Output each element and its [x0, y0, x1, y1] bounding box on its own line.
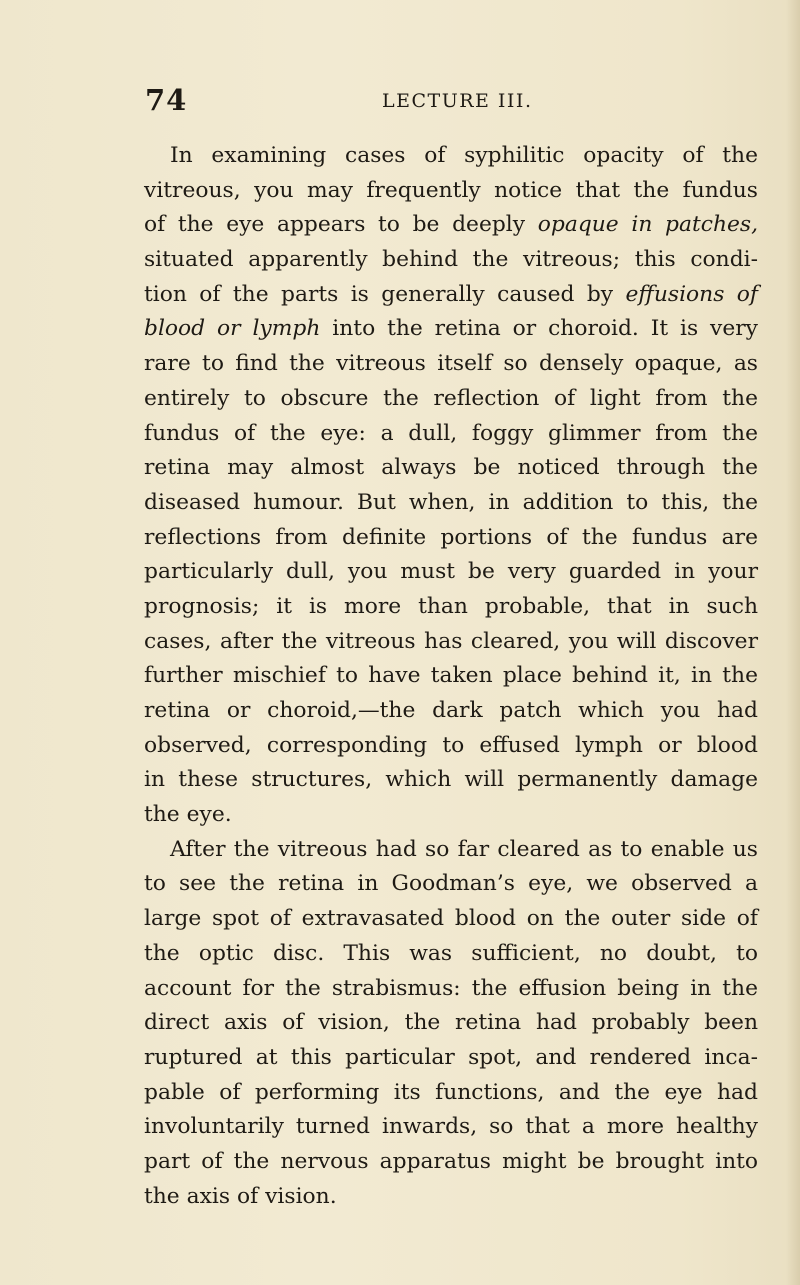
text-line	[144, 278, 758, 313]
text-line	[144, 694, 758, 729]
text-line	[144, 798, 758, 833]
line-text: further mischief to have taken place behind it, in the	[144, 663, 758, 689]
body-text	[144, 139, 758, 1214]
text-line	[144, 174, 758, 209]
text-line	[144, 139, 758, 174]
line-text: the eye.	[144, 802, 232, 828]
text-line	[144, 521, 758, 556]
line-text: pable of performing its functions, and the eye had	[144, 1079, 758, 1105]
line-text: large spot of extravasated blood on the outer side of	[144, 906, 758, 932]
line-text: the optic disc. This was sufficient, no doubt, to	[144, 940, 758, 966]
line-text: into the retina or choroid. It is very	[320, 316, 758, 342]
text-line	[144, 625, 758, 660]
page-number: 74	[145, 83, 188, 117]
text-line	[144, 1145, 758, 1180]
text-line	[144, 833, 758, 868]
line-text: After the vitreous had so far cleared as to enable us	[170, 836, 758, 862]
line-text: particularly dull, you must be very guarded in your	[144, 559, 758, 585]
line-text: vitreous, you may frequently notice that the fundus	[144, 177, 758, 203]
text-line	[144, 867, 758, 902]
line-text: of the eye appears to be deeply	[144, 212, 538, 238]
text-line	[144, 417, 758, 452]
line-text: rare to find the vitreous itself so densely opaque, as	[144, 351, 758, 377]
text-line	[144, 382, 758, 417]
text-line	[144, 451, 758, 486]
line-text: prognosis; it is more than probable, that in such	[144, 593, 758, 619]
text-line	[144, 208, 758, 243]
line-text: tion of the parts is generally caused by	[144, 281, 626, 307]
italic-text: blood or lymph	[144, 316, 321, 342]
italic-text: opaque in patches,	[537, 212, 759, 238]
line-text: In examining cases of syphilitic opacity of the	[170, 143, 758, 168]
text-line	[144, 763, 758, 798]
line-text: direct axis of vision, the retina had probably been	[144, 1010, 758, 1036]
text-line	[144, 937, 758, 972]
running-title: LECTURE III.	[382, 90, 533, 112]
text-line	[144, 972, 758, 1007]
line-text: retina may almost always be noticed through the	[144, 455, 758, 481]
text-line	[144, 659, 758, 694]
text-line	[144, 590, 758, 625]
italic-text: effusions of	[625, 281, 758, 307]
text-line	[144, 1076, 758, 1111]
text-line	[144, 729, 758, 764]
line-text: diseased humour. But when, in addition to this, the	[144, 489, 758, 515]
text-line	[144, 902, 758, 937]
line-text: ruptured at this particular spot, and rendered inca-	[144, 1044, 758, 1070]
line-text: situated apparently behind the vitreous; this condi-	[144, 247, 758, 273]
running-head	[145, 83, 720, 119]
line-text: account for the strabismus: the effusion being in the	[144, 975, 758, 1001]
line-text: retina or choroid,—the dark patch which you had	[144, 698, 758, 723]
line-text: to see the retina in Goodman’s eye, we observed a	[144, 871, 758, 897]
line-text: the axis of vision.	[144, 1183, 337, 1209]
text-line	[144, 486, 758, 521]
line-text: part of the nervous apparatus might be brought into	[144, 1148, 758, 1174]
line-text: involuntarily turned inwards, so that a more healthy	[144, 1114, 758, 1140]
text-line	[144, 1110, 758, 1145]
text-line	[144, 243, 758, 278]
text-line	[144, 312, 758, 347]
text-line	[144, 1041, 758, 1076]
line-text: reflections from definite portions of the fundus are	[144, 524, 758, 550]
text-line	[144, 1006, 758, 1041]
text-line	[144, 555, 758, 590]
text-line	[144, 1180, 758, 1215]
line-text: entirely to obscure the reflection of light from the	[144, 385, 758, 411]
line-text: cases, after the vitreous has cleared, you will discover	[144, 628, 758, 654]
text-line	[144, 347, 758, 382]
line-text: observed, corresponding to effused lymph or blood	[144, 732, 758, 758]
line-text: fundus of the eye: a dull, foggy glimmer from the	[144, 420, 758, 446]
page-edge-shadow	[786, 0, 800, 1285]
line-text: in these structures, which will permanently damage	[144, 767, 758, 793]
